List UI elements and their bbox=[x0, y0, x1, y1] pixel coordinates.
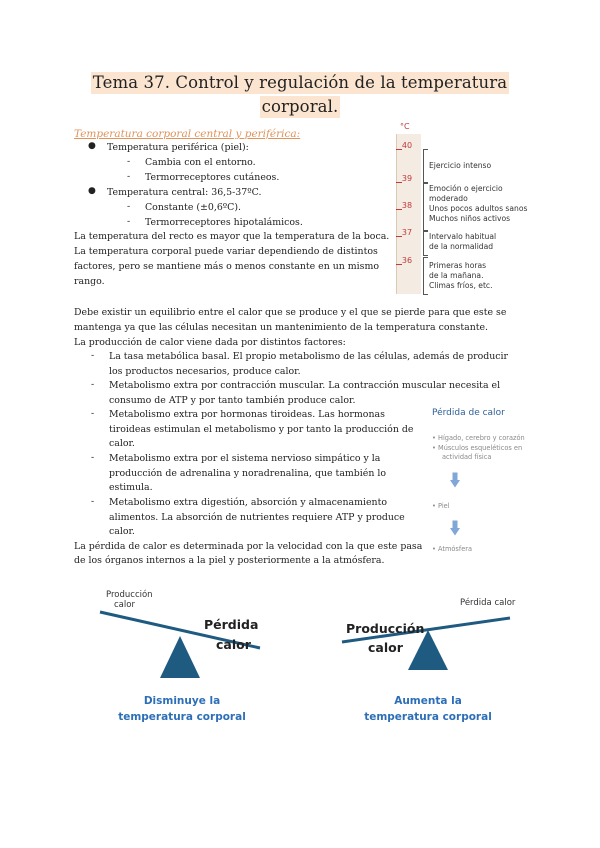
range-label: Muchos niños activos bbox=[429, 214, 511, 223]
title-line-2: corporal. bbox=[261, 97, 339, 116]
balance-figure-decrease bbox=[92, 590, 302, 740]
dash-icon: - bbox=[91, 408, 95, 419]
heat-loss-item: • Músculos esqueléticos en bbox=[432, 444, 523, 452]
paragraph-3-line: La pérdida de calor es determinada por la velocidad con la que este pasa bbox=[74, 541, 423, 552]
tick-36: 36 bbox=[401, 256, 413, 265]
range-label: Unos pocos adultos sanos bbox=[429, 204, 528, 213]
bullet-icon: ● bbox=[88, 186, 96, 196]
range-label: Climas fríos, etc. bbox=[429, 281, 493, 290]
paragraph-1-line: La temperatura del recto es mayor que la temperatura de la boca. bbox=[74, 231, 390, 242]
paragraph-1-line: rango. bbox=[74, 276, 105, 287]
dash-icon: - bbox=[127, 171, 131, 182]
factor-1-line: La tasa metabólica basal. El propio metabolismo de las células, además de producir bbox=[109, 351, 509, 362]
range-brace bbox=[423, 257, 428, 295]
heat-loss-item: • Atmósfera bbox=[432, 545, 473, 553]
factor-4-line: Metabolismo extra por el sistema nervioso simpático y la bbox=[109, 453, 381, 464]
tick-38: 38 bbox=[401, 201, 413, 210]
figure-1-big-label: calor bbox=[216, 637, 251, 652]
tick-39: 39 bbox=[401, 174, 413, 183]
heat-loss-item-text: Atmósfera bbox=[438, 545, 473, 553]
bullet-2-sub-1: Constante (±0,6ºC). bbox=[145, 202, 241, 213]
heat-loss-item-text: Hígado, cerebro y corazón bbox=[438, 434, 525, 442]
figure-2-small-label: Pérdida calor bbox=[460, 598, 516, 608]
factor-3-line: calor. bbox=[109, 438, 135, 449]
heat-loss-title: Pérdida de calor bbox=[432, 408, 505, 418]
heat-loss-item: • Hígado, cerebro y corazón bbox=[432, 434, 525, 442]
range-label: moderado bbox=[429, 194, 468, 203]
paragraph-2-line: Debe existir un equilibrio entre el calor que se produce y el que se pierde para que este se bbox=[74, 307, 507, 318]
down-arrow-icon bbox=[450, 472, 460, 488]
bullet-1-sub-2: Termorreceptores cutáneos. bbox=[145, 172, 280, 183]
dash-icon: - bbox=[91, 452, 95, 463]
tick-37: 37 bbox=[401, 228, 413, 237]
paragraph-2-line: La producción de calor viene dada por distintos factores: bbox=[74, 337, 346, 348]
factor-4-line: estimula. bbox=[109, 482, 153, 493]
heat-loss-panel bbox=[422, 400, 562, 560]
range-label: Primeras horas bbox=[429, 261, 487, 270]
heat-loss-item-text: actividad física bbox=[442, 453, 492, 461]
bullet-1: Temperatura periférica (piel): bbox=[107, 142, 249, 153]
figure-1-result: temperatura corporal bbox=[118, 711, 246, 723]
heat-loss-item: • Piel bbox=[432, 502, 450, 510]
range-label: Intervalo habitual bbox=[429, 232, 497, 241]
unit-label: °C bbox=[400, 122, 410, 131]
dash-icon: - bbox=[91, 496, 95, 507]
dash-icon: - bbox=[127, 216, 131, 227]
dash-icon: - bbox=[127, 201, 131, 212]
title-line-1: Tema 37. Control y regulación de la temperatura bbox=[92, 73, 508, 92]
bullet-icon: ● bbox=[88, 141, 96, 151]
range-label: Ejercicio intenso bbox=[429, 161, 492, 170]
figure-1-small-label: calor bbox=[114, 600, 135, 610]
balance-figure-increase bbox=[338, 590, 548, 740]
thermometer-figure bbox=[396, 122, 546, 294]
heat-loss-item-text: Músculos esqueléticos en bbox=[438, 444, 523, 452]
bullet-1-sub-1: Cambia con el entorno. bbox=[145, 157, 256, 168]
factor-2-line: consumo de ATP y por tanto también produce calor. bbox=[109, 395, 356, 406]
range-label: Emoción o ejercicio bbox=[429, 184, 503, 193]
factor-4-line: producción de adrenalina y noradrenalina, que también lo bbox=[109, 468, 387, 479]
heat-loss-item-text: Piel bbox=[438, 502, 450, 510]
tick-40: 40 bbox=[401, 141, 413, 150]
section-title: Temperatura corporal central y periférica: bbox=[74, 128, 301, 140]
range-label: de la normalidad bbox=[429, 242, 494, 251]
paragraph-2-line: mantenga ya que las células necesitan un mantenimiento de la temperatura constante. bbox=[74, 322, 489, 333]
bullet-2-sub-2: Termorreceptores hipotalámicos. bbox=[145, 217, 303, 228]
paragraph-1-line: factores, pero se mantiene más o menos constante en un mismo bbox=[74, 261, 380, 272]
dash-icon: - bbox=[91, 350, 95, 361]
dash-icon: - bbox=[91, 379, 95, 390]
range-brace bbox=[423, 182, 428, 232]
figure-1-small-label: Producción bbox=[106, 590, 153, 600]
factor-3-line: tiroideas estimulan el metabolismo y por tanto la producción de bbox=[109, 424, 414, 435]
figure-2-result: temperatura corporal bbox=[364, 711, 492, 723]
down-arrow-icon bbox=[450, 520, 460, 536]
factor-5-line: Metabolismo extra digestión, absorción y almacenamiento bbox=[109, 497, 387, 508]
figure-2-big-label: calor bbox=[368, 640, 403, 655]
figure-1-big-label: Pérdida bbox=[204, 617, 259, 632]
range-label: de la mañana. bbox=[429, 271, 484, 280]
paragraph-3-line: de los órganos internos a la piel y posteriormente a la atmósfera. bbox=[74, 555, 385, 566]
factor-3-line: Metabolismo extra por hormonas tiroideas. Las hormonas bbox=[109, 409, 385, 420]
figure-2-result: Aumenta la bbox=[394, 695, 462, 707]
thermometer-scale bbox=[396, 134, 421, 294]
factor-5-line: calor. bbox=[109, 526, 135, 537]
figure-2-big-label: Producción bbox=[346, 621, 425, 636]
page-title bbox=[0, 72, 600, 118]
range-brace bbox=[423, 230, 428, 256]
factor-2-line: Metabolismo extra por contracción muscular. La contracción muscular necesita el bbox=[109, 380, 501, 391]
paragraph-1-line: La temperatura corporal puede variar dependiendo de distintos bbox=[74, 246, 378, 257]
factor-5-line: alimentos. La absorción de nutrientes requiere ATP y produce bbox=[109, 512, 405, 523]
figure-1-result: Disminuye la bbox=[143, 695, 221, 707]
bullet-2: Temperatura central: 36,5-37ºC. bbox=[107, 187, 262, 198]
dash-icon: - bbox=[127, 156, 131, 167]
factor-1-line: los productos necesarios, produce calor. bbox=[109, 366, 301, 377]
range-brace bbox=[423, 149, 428, 184]
